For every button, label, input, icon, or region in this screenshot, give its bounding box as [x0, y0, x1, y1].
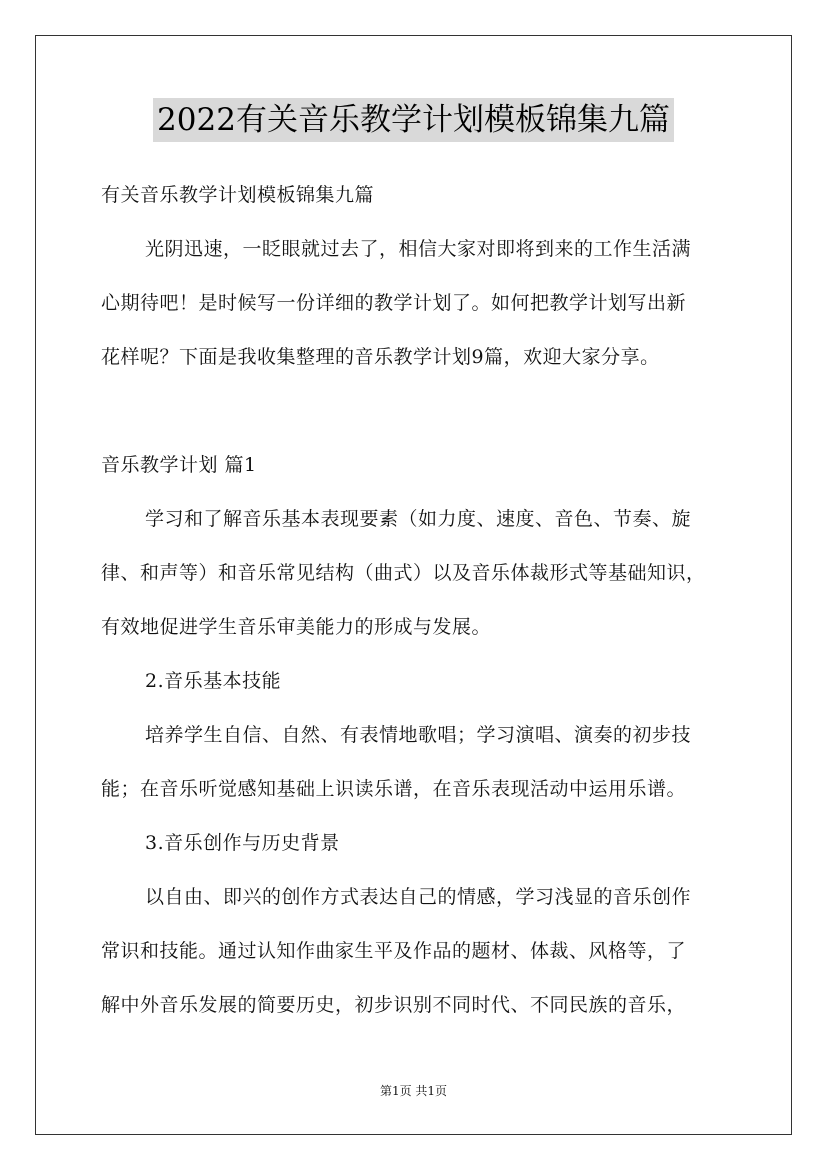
- document-title: 2022有关音乐教学计划模板锦集九篇: [153, 98, 674, 142]
- paragraph-line: 能；在音乐听觉感知基础上识读乐谱，在音乐表现活动中运用乐谱。: [101, 778, 687, 800]
- intro-line: 花样呢？下面是我收集整理的音乐教学计划9篇，欢迎大家分享。: [101, 346, 660, 368]
- item-heading: 3.音乐创作与历史背景: [145, 832, 340, 854]
- paragraph-line: 学习和了解音乐基本表现要素（如力度、速度、音色、节奏、旋: [145, 508, 692, 530]
- document-subtitle: 有关音乐教学计划模板锦集九篇: [101, 184, 375, 206]
- paragraph-line: 有效地促进学生音乐审美能力的形成与发展。: [101, 616, 492, 638]
- title-container: [0, 98, 827, 142]
- intro-line: 心期待吧！是时候写一份详细的教学计划了。如何把教学计划写出新: [101, 292, 687, 314]
- paragraph-line: 以自由、即兴的创作方式表达自己的情感，学习浅显的音乐创作: [145, 886, 692, 908]
- paragraph-line: 解中外音乐发展的简要历史，初步识别不同时代、不同民族的音乐，: [101, 994, 687, 1016]
- item-heading: 2.音乐基本技能: [145, 670, 282, 692]
- paragraph-line: 常识和技能。通过认知作曲家生平及作品的题材、体裁、风格等，了: [101, 940, 687, 962]
- section-heading: 音乐教学计划 篇1: [101, 454, 257, 476]
- page-footer: 第1页 共1页: [379, 1084, 448, 1098]
- intro-line: 光阴迅速，一眨眼就过去了，相信大家对即将到来的工作生活满: [145, 238, 692, 260]
- paragraph-line: 律、和声等）和音乐常见结构（曲式）以及音乐体裁形式等基础知识，: [101, 562, 706, 584]
- paragraph-line: 培养学生自信、自然、有表情地歌唱；学习演唱、演奏的初步技: [145, 724, 692, 746]
